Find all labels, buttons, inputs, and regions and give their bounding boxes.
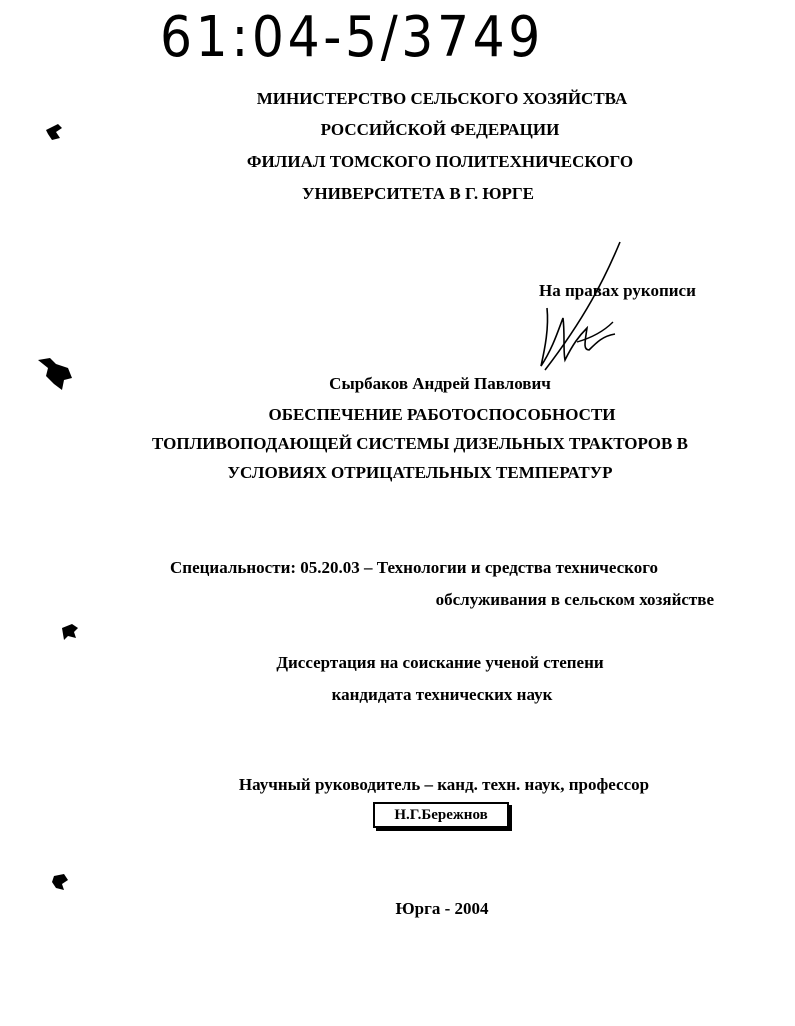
header-line-2: РОССИЙСКОЙ ФЕДЕРАЦИИ (320, 120, 560, 139)
header-line-1: МИНИСТЕРСТВО СЕЛЬСКОГО ХОЗЯЙСТВА (256, 89, 628, 108)
scan-mark-icon (60, 622, 80, 642)
title-line-3: УСЛОВИЯХ ОТРИЦАТЕЛЬНЫХ ТЕМПЕРАТУР (227, 463, 613, 482)
title-line-2: ТОПЛИВОПОДАЮЩЕЙ СИСТЕМЫ ДИЗЕЛЬНЫХ ТРАКТОРОВ В (152, 434, 688, 453)
degree-line-2: кандидата технических наук (331, 685, 553, 704)
scan-mark-icon (44, 122, 64, 142)
scan-mark-icon (50, 872, 70, 892)
supervisor-label: Научный руководитель – канд. техн. наук, профессор (238, 775, 650, 794)
manuscript-rights: На правах рукописи (539, 281, 696, 300)
header-line-4: УНИВЕРСИТЕТА В Г. ЮРГЕ (301, 184, 535, 203)
supervisor-name: Н.Г.Бережнов (373, 802, 509, 828)
author-name: Сырбаков Андрей Павлович (329, 374, 551, 393)
specialty-line-2: обслуживания в сельском хозяйстве (435, 590, 714, 609)
author-signature (525, 238, 635, 378)
specialty-line-1: Специальности: 05.20.03 – Технологии и средства технического (170, 558, 659, 577)
archive-number: 61:04-5/3749 (160, 5, 544, 70)
header-line-3: ФИЛИАЛ ТОМСКОГО ПОЛИТЕХНИЧЕСКОГО (246, 152, 634, 171)
title-line-1: ОБЕСПЕЧЕНИЕ РАБОТОСПОСОБНОСТИ (268, 405, 616, 424)
degree-line-1: Диссертация на соискание ученой степени (276, 653, 604, 672)
place-year: Юрга - 2004 (395, 899, 489, 918)
scan-mark-icon (36, 356, 74, 392)
